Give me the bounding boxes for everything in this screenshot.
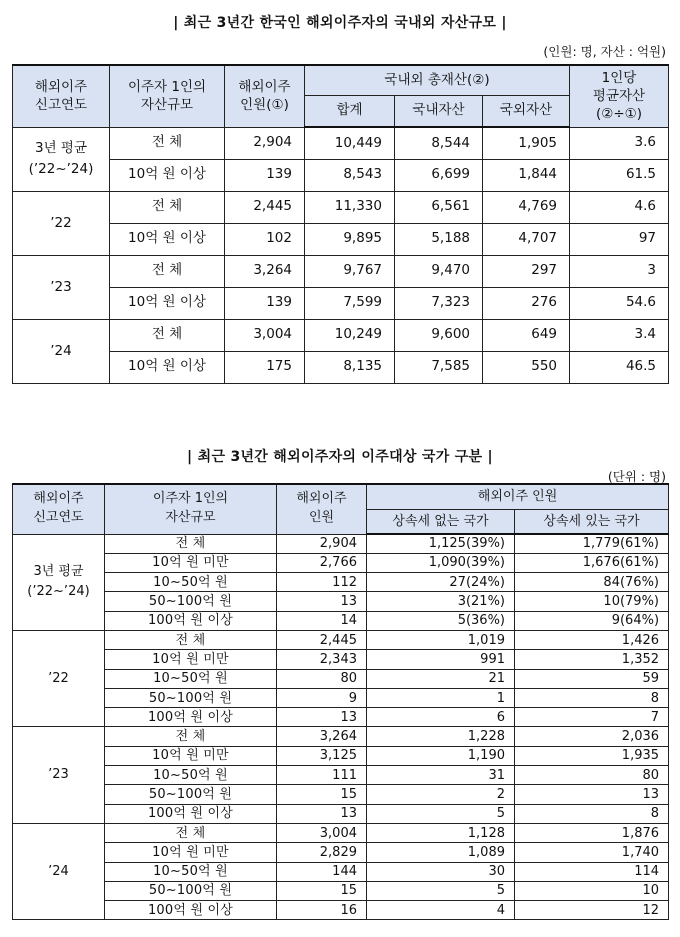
header-emigrants: 해외이주 인원 [367, 484, 669, 509]
table-row [13, 669, 669, 688]
table2-unit: (단위 : 명) [607, 469, 666, 484]
value-with_tax: 8 [515, 688, 669, 707]
asset-category: 전 체 [110, 191, 225, 223]
year-label: ’24 [50, 342, 72, 359]
value-sum: 11,330 [305, 191, 395, 223]
table-row [13, 843, 669, 862]
value-sum: 9,767 [305, 255, 395, 287]
table-row [13, 746, 669, 765]
asset-category: 100억 원 이상 [105, 804, 277, 823]
table-row [13, 127, 669, 159]
value-with_tax: 1,740 [515, 843, 669, 862]
table-row [13, 708, 669, 727]
value-avg: 97 [570, 223, 669, 255]
value-domestic: 6,699 [395, 159, 483, 191]
year-label: ’22 [50, 214, 72, 231]
value-people: 144 [277, 862, 367, 881]
header-asset-scale: 이주자 1인의 자산규모 [110, 65, 225, 127]
asset-category: 10~50억 원 [105, 862, 277, 881]
year-cell [13, 823, 105, 919]
asset-category: 10억 원 이상 [110, 223, 225, 255]
value-sum: 9,895 [305, 223, 395, 255]
table-row [13, 881, 669, 900]
value-with_tax: 59 [515, 669, 669, 688]
value-domestic: 9,600 [395, 319, 483, 351]
table-row [13, 611, 669, 630]
value-no_tax: 991 [367, 650, 515, 669]
asset-category: 10억 원 미만 [105, 746, 277, 765]
value-people: 13 [277, 804, 367, 823]
value-with_tax: 8 [515, 804, 669, 823]
value-no_tax: 21 [367, 669, 515, 688]
value-no_tax: 5(36%) [367, 611, 515, 630]
value-avg: 4.6 [570, 191, 669, 223]
value-people: 3,004 [277, 823, 367, 842]
value-sum: 8,543 [305, 159, 395, 191]
value-foreign: 649 [483, 319, 570, 351]
value-no_tax: 27(24%) [367, 573, 515, 592]
value-people: 3,004 [225, 319, 305, 351]
header-domestic-assets: 국내자산 [395, 95, 483, 127]
header-no-inheritance-tax: 상속세 없는 국가 [367, 509, 515, 534]
value-foreign: 4,769 [483, 191, 570, 223]
table-row [13, 804, 669, 823]
asset-category: 50~100억 원 [105, 592, 277, 611]
value-with_tax: 7 [515, 708, 669, 727]
value-with_tax: 10 [515, 881, 669, 900]
asset-category: 50~100억 원 [105, 881, 277, 900]
year-cell [13, 191, 110, 255]
asset-category: 50~100억 원 [105, 688, 277, 707]
value-no_tax: 5 [367, 881, 515, 900]
table-row [13, 823, 669, 842]
table1-title: | 최근 3년간 한국인 해외이주자의 국내외 자산규모 | [173, 15, 507, 31]
value-people: 102 [225, 223, 305, 255]
value-foreign: 4,707 [483, 223, 570, 255]
value-no_tax: 31 [367, 766, 515, 785]
value-people: 2,445 [225, 191, 305, 223]
year-label: ’24 [48, 863, 69, 879]
value-domestic: 5,188 [395, 223, 483, 255]
year-cell [13, 630, 105, 726]
year-label: ’23 [50, 278, 72, 295]
value-with_tax: 114 [515, 862, 669, 881]
value-people: 2,904 [277, 534, 367, 553]
table-row [13, 630, 669, 649]
value-with_tax: 1,676(61%) [515, 553, 669, 572]
value-domestic: 7,585 [395, 351, 483, 383]
value-no_tax: 2 [367, 785, 515, 804]
value-with_tax: 80 [515, 766, 669, 785]
header-with-inheritance-tax: 상속세 있는 국가 [515, 509, 669, 534]
table-row [13, 553, 669, 572]
value-domestic: 7,323 [395, 287, 483, 319]
value-domestic: 8,544 [395, 127, 483, 159]
value-foreign: 1,844 [483, 159, 570, 191]
value-avg: 3.6 [570, 127, 669, 159]
value-people: 3,264 [225, 255, 305, 287]
value-no_tax: 1,019 [367, 630, 515, 649]
asset-category: 10~50억 원 [105, 669, 277, 688]
value-people: 13 [277, 592, 367, 611]
header-sum: 합계 [305, 95, 395, 127]
value-sum: 7,599 [305, 287, 395, 319]
table-row [13, 785, 669, 804]
value-people: 9 [277, 688, 367, 707]
asset-category: 전 체 [105, 630, 277, 649]
value-no_tax: 1,125(39%) [367, 534, 515, 553]
header-report-year: 해외이주 신고연도 [13, 65, 110, 127]
value-avg: 3.4 [570, 319, 669, 351]
value-people: 3,125 [277, 746, 367, 765]
year-cell [13, 534, 105, 630]
asset-category: 100억 원 이상 [105, 611, 277, 630]
value-with_tax: 1,935 [515, 746, 669, 765]
value-people: 2,445 [277, 630, 367, 649]
year-label: 3년 평균 [34, 140, 87, 157]
header-per-capita-assets: 1인당 평균자산 (②÷①) [570, 65, 669, 127]
table-row [13, 650, 669, 669]
year-label: ’22 [48, 670, 69, 686]
value-foreign: 297 [483, 255, 570, 287]
table-row [13, 573, 669, 592]
value-no_tax: 5 [367, 804, 515, 823]
table-row [13, 223, 669, 255]
value-with_tax: 1,352 [515, 650, 669, 669]
value-foreign: 276 [483, 287, 570, 319]
table-row [13, 766, 669, 785]
year-cell [13, 727, 105, 823]
asset-category: 10억 원 이상 [110, 287, 225, 319]
value-with_tax: 1,426 [515, 630, 669, 649]
table-row [13, 319, 669, 351]
year-label: (’22~’24) [28, 161, 94, 177]
asset-category: 10억 원 미만 [105, 843, 277, 862]
value-people: 15 [277, 881, 367, 900]
value-avg: 3 [570, 255, 669, 287]
asset-category: 10억 원 미만 [105, 650, 277, 669]
asset-category: 10억 원 미만 [105, 553, 277, 572]
value-foreign: 1,905 [483, 127, 570, 159]
value-no_tax: 1 [367, 688, 515, 707]
value-people: 112 [277, 573, 367, 592]
value-people: 139 [225, 159, 305, 191]
header-foreign-assets: 국외자산 [483, 95, 570, 127]
table2-title: | 최근 3년간 해외이주자의 이주대상 국가 구분 | [187, 449, 493, 465]
asset-category: 10억 원 이상 [110, 351, 225, 383]
table-row [13, 862, 669, 881]
value-people: 2,904 [225, 127, 305, 159]
table-row [13, 159, 669, 191]
value-people: 2,343 [277, 650, 367, 669]
value-no_tax: 4 [367, 901, 515, 920]
value-foreign: 550 [483, 351, 570, 383]
value-people: 2,766 [277, 553, 367, 572]
value-sum: 10,249 [305, 319, 395, 351]
asset-scale-table [12, 64, 669, 384]
year-cell [13, 127, 110, 191]
asset-category: 전 체 [105, 727, 277, 746]
asset-category: 전 체 [110, 255, 225, 287]
header-emigrant-count: 해외이주 인원 [277, 484, 367, 534]
value-sum: 10,449 [305, 127, 395, 159]
table-row [13, 287, 669, 319]
value-no_tax: 1,228 [367, 727, 515, 746]
asset-category: 100억 원 이상 [105, 708, 277, 727]
table-row [13, 901, 669, 920]
asset-category: 50~100억 원 [105, 785, 277, 804]
value-domestic: 9,470 [395, 255, 483, 287]
header-asset-scale: 이주자 1인의 자산규모 [105, 484, 277, 534]
year-cell [13, 319, 110, 383]
asset-category: 10~50억 원 [105, 766, 277, 785]
value-with_tax: 9(64%) [515, 611, 669, 630]
value-with_tax: 1,779(61%) [515, 534, 669, 553]
value-domestic: 6,561 [395, 191, 483, 223]
asset-category: 전 체 [110, 127, 225, 159]
value-no_tax: 1,128 [367, 823, 515, 842]
table1-unit: (인원: 명, 자산 : 억원) [543, 44, 666, 59]
value-with_tax: 13 [515, 785, 669, 804]
value-people: 3,264 [277, 727, 367, 746]
year-label: ’23 [48, 767, 69, 783]
header-report-year: 해외이주 신고연도 [13, 484, 105, 534]
header-emigrant-count: 해외이주 인원(①) [225, 65, 305, 127]
table-row [13, 191, 669, 223]
value-people: 16 [277, 901, 367, 920]
year-label: 3년 평균 [33, 564, 84, 580]
value-with_tax: 12 [515, 901, 669, 920]
table-row [13, 534, 669, 553]
year-label: (’22~’24) [27, 584, 90, 600]
value-people: 15 [277, 785, 367, 804]
value-no_tax: 6 [367, 708, 515, 727]
value-people: 175 [225, 351, 305, 383]
table-row [13, 727, 669, 746]
value-avg: 61.5 [570, 159, 669, 191]
value-sum: 8,135 [305, 351, 395, 383]
header-total-assets: 국내외 총재산(②) [305, 65, 570, 95]
table-row [13, 351, 669, 383]
value-people: 2,829 [277, 843, 367, 862]
value-with_tax: 10(79%) [515, 592, 669, 611]
value-no_tax: 1,190 [367, 746, 515, 765]
asset-category: 전 체 [105, 534, 277, 553]
asset-category: 10~50억 원 [105, 573, 277, 592]
value-people: 139 [225, 287, 305, 319]
value-with_tax: 1,876 [515, 823, 669, 842]
value-people: 111 [277, 766, 367, 785]
value-no_tax: 3(21%) [367, 592, 515, 611]
asset-category: 전 체 [110, 319, 225, 351]
asset-category: 100억 원 이상 [105, 901, 277, 920]
table-row [13, 255, 669, 287]
value-no_tax: 30 [367, 862, 515, 881]
destination-country-table [12, 483, 669, 920]
table-row [13, 688, 669, 707]
asset-category: 10억 원 이상 [110, 159, 225, 191]
value-avg: 54.6 [570, 287, 669, 319]
value-with_tax: 2,036 [515, 727, 669, 746]
value-people: 14 [277, 611, 367, 630]
year-cell [13, 255, 110, 319]
value-with_tax: 84(76%) [515, 573, 669, 592]
value-people: 80 [277, 669, 367, 688]
asset-category: 전 체 [105, 823, 277, 842]
table-row [13, 592, 669, 611]
value-people: 13 [277, 708, 367, 727]
value-no_tax: 1,090(39%) [367, 553, 515, 572]
value-no_tax: 1,089 [367, 843, 515, 862]
value-avg: 46.5 [570, 351, 669, 383]
